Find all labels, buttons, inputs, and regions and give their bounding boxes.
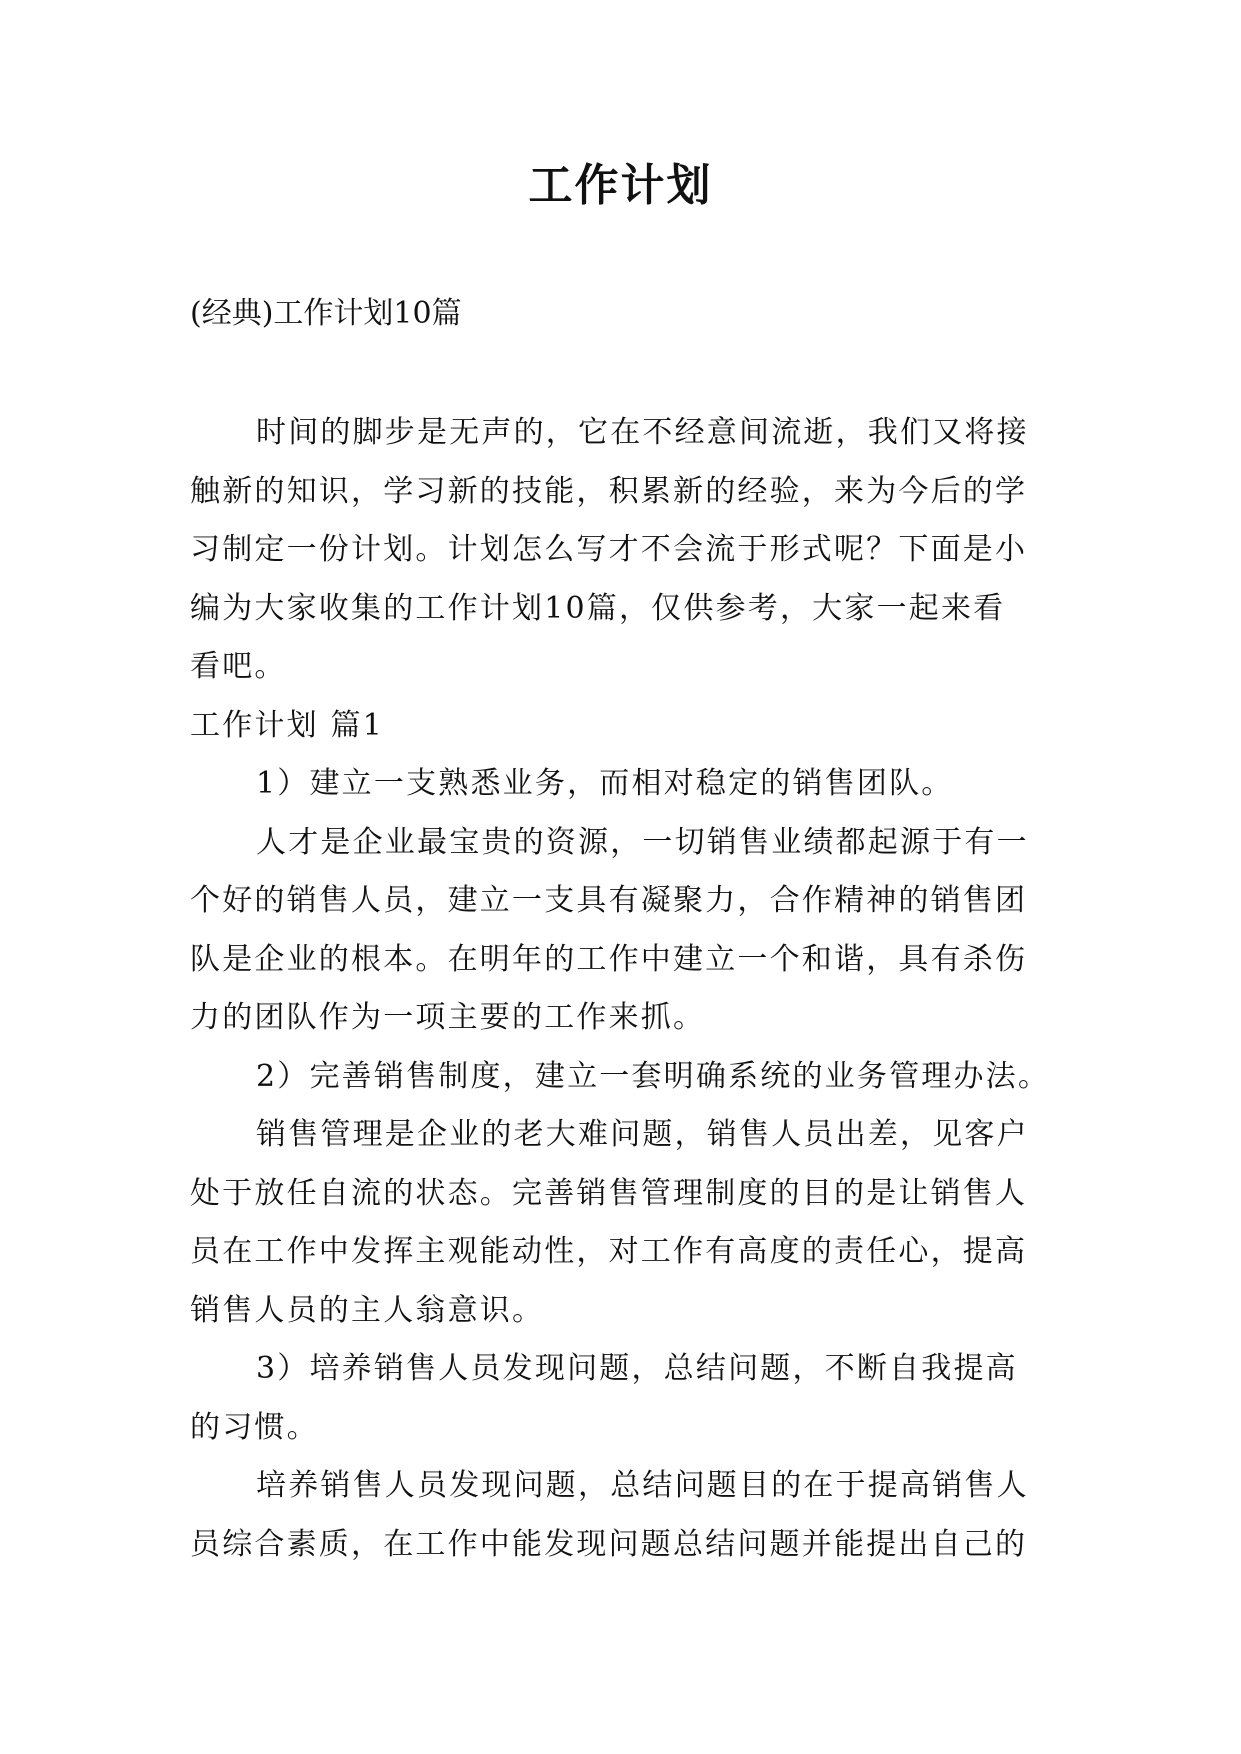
body-line: 1）建立一支熟悉业务，而相对稳定的销售团队。 <box>256 766 954 801</box>
body-line: 的习惯。 <box>190 1409 319 1445</box>
body-line: 员综合素质，在工作中能发现问题总结问题并能提出自己的 <box>190 1526 1028 1562</box>
body-line: 处于放任自流的状态。完善销售管理制度的目的是让销售人 <box>190 1175 1028 1211</box>
document-body <box>190 404 1052 1574</box>
body-line: 个好的销售人员，建立一支具有凝聚力，合作精神的销售团 <box>190 883 1028 918</box>
body-line: 员在工作中发挥主观能动性，对工作有高度的责任心，提高 <box>190 1234 1028 1269</box>
body-line: 看吧。 <box>190 649 287 684</box>
document-subtitle: (经典)工作计划10篇 <box>190 296 462 331</box>
body-line: 培养销售人员发现问题，总结问题目的在于提高销售人 <box>256 1468 1029 1503</box>
body-line: 习制定一份计划。计划怎么写才不会流于形式呢？下面是小 <box>190 532 1028 567</box>
body-line: 触新的知识，学习新的技能，积累新的经验，来为今后的学 <box>190 473 1028 509</box>
body-line: 销售管理是企业的老大难问题，销售人员出差，见客户 <box>256 1117 1029 1152</box>
body-line: 力的团队作为一项主要的工作来抓。 <box>190 1000 706 1035</box>
body-line: 人才是企业最宝贵的资源，一切销售业绩都起源于有一 <box>256 824 1029 860</box>
body-line: 销售人员的主人翁意识。 <box>190 1292 545 1328</box>
body-line: 时间的脚步是无声的，它在不经意间流逝，我们又将接 <box>256 415 1029 450</box>
body-line: 工作计划 篇1 <box>190 707 385 743</box>
body-line: 编为大家收集的工作计划10篇，仅供参考，大家一起来看 <box>190 590 1006 626</box>
body-line: 队是企业的根本。在明年的工作中建立一个和谐，具有杀伤 <box>190 941 1028 977</box>
body-line: 3）培养销售人员发现问题，总结问题，不断自我提高 <box>256 1351 1018 1386</box>
document-title: 工作计划 <box>528 160 713 211</box>
body-line: 2）完善销售制度，建立一套明确系统的业务管理办法。 <box>256 1058 1051 1094</box>
